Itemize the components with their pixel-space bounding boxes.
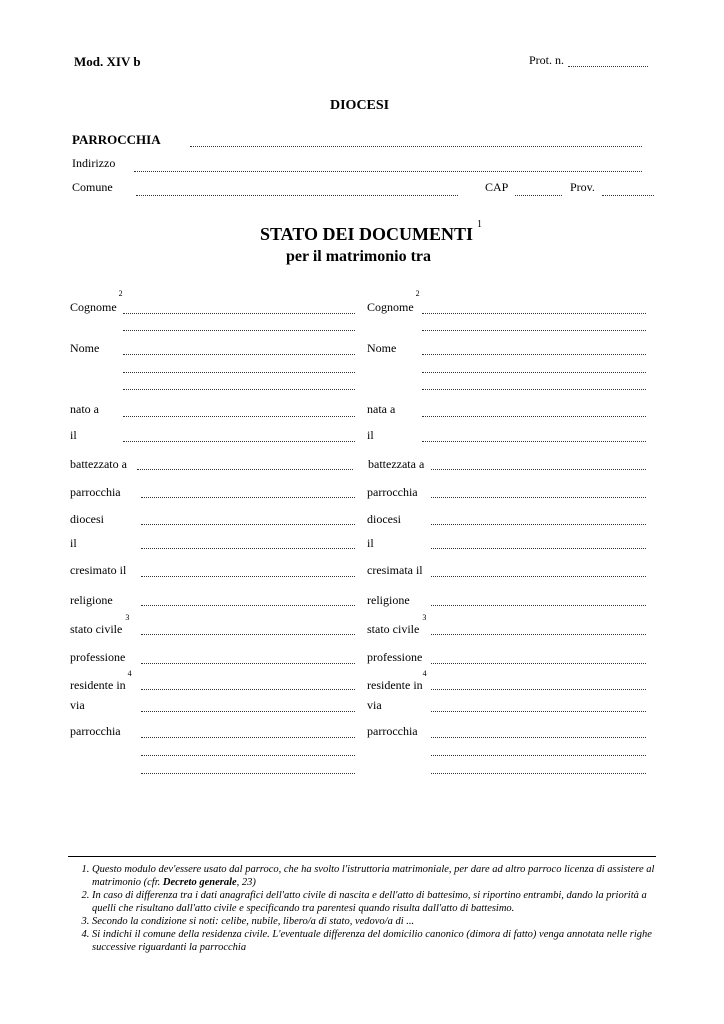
groom-diocese-label: diocesi <box>70 512 104 526</box>
bride-parish2-field-2[interactable] <box>431 755 646 756</box>
groom-name-label: Nome <box>70 341 100 355</box>
groom-street-label: via <box>70 698 85 712</box>
form-title: STATO DEI DOCUMENTI $^1$ <box>260 219 483 244</box>
form-subtitle: per il matrimonio tra <box>286 248 432 265</box>
province-field[interactable] <box>602 195 654 196</box>
groom-surname-field-2[interactable] <box>123 330 355 331</box>
groom-baptized-field[interactable] <box>137 469 353 470</box>
groom-civil-status-field[interactable] <box>141 634 355 635</box>
groom-birthdate-label: il <box>70 428 77 442</box>
bride-surname-field-2[interactable] <box>422 330 646 331</box>
groom-baptized-label: battezzato a <box>70 457 127 471</box>
groom-baptism-date-label: il <box>70 536 77 550</box>
groom-parish2-field-2[interactable] <box>141 755 355 756</box>
groom-name-field-2[interactable] <box>123 372 355 373</box>
groom-parish2-field[interactable] <box>141 737 355 738</box>
bride-civil-status-field[interactable] <box>431 634 646 635</box>
bride-parish-label: parrocchia <box>367 485 418 499</box>
groom-religion-label: religione <box>70 593 113 607</box>
bride-birthdate-label: il <box>367 428 374 442</box>
groom-civil-status-label: stato civile$^3$ <box>70 613 130 636</box>
bride-name-field-2[interactable] <box>422 372 646 373</box>
bride-name-label: Nome <box>367 341 397 355</box>
bride-diocese-label: diocesi <box>367 512 401 526</box>
groom-baptism-date-field[interactable] <box>141 548 355 549</box>
groom-birthdate-field[interactable] <box>123 441 355 442</box>
bride-profession-label: professione <box>367 650 423 664</box>
address-field[interactable] <box>134 171 642 172</box>
groom-born-label: nato a <box>70 402 99 416</box>
bride-baptized-field[interactable] <box>431 469 646 470</box>
groom-confirmed-label: cresimato il <box>70 563 127 577</box>
diocese-label: DIOCESI <box>330 98 390 113</box>
bride-baptism-date-field[interactable] <box>431 548 646 549</box>
municipality-label: Comune <box>72 180 113 194</box>
parish-field[interactable] <box>190 146 642 147</box>
municipality-field[interactable] <box>136 195 458 196</box>
bride-parish2-field[interactable] <box>431 737 646 738</box>
bride-surname-field[interactable] <box>422 313 646 314</box>
bride-name-field[interactable] <box>422 354 646 355</box>
bride-surname-label: Cognome$^2$ <box>367 289 420 314</box>
province-label: Prov. <box>570 180 595 194</box>
groom-profession-field[interactable] <box>141 663 355 664</box>
groom-diocese-field[interactable] <box>141 524 355 525</box>
groom-religion-field[interactable] <box>141 605 355 606</box>
bride-resident-label: residente $in^4$ <box>367 669 427 692</box>
bride-parish-field[interactable] <box>431 497 646 498</box>
address-label: Indirizzo <box>72 156 116 170</box>
groom-surname-label: Cognome$^2$ <box>70 289 123 314</box>
footnote-1: 1. Questo modulo dev'essere usato dal parroco, che ha svolto l'istruttoria matrimoniale, per dare ad altro parroco licenza di assistere al matrimonio (cfr. Decreto generale, 23) <box>92 863 656 889</box>
bride-born-label: nata a <box>367 402 396 416</box>
groom-street-field[interactable] <box>141 711 355 712</box>
groom-born-field[interactable] <box>123 416 355 417</box>
model-code: Mod. XIV b <box>74 54 141 69</box>
bride-profession-field[interactable] <box>431 663 646 664</box>
footnote-4: 4. Si indichi il comune della residenza civile. L'eventuale differenza del domicilio canonico (dimora di fatto) venga annotata nelle righe successive riguardanti la parrocchia <box>92 928 656 954</box>
groom-surname-field[interactable] <box>123 313 355 314</box>
bride-resident-field[interactable] <box>431 689 646 690</box>
bride-street-field[interactable] <box>431 711 646 712</box>
protocol-field[interactable] <box>568 66 648 67</box>
footnote-2: 2. In caso di differenza tra i dati anagrafici dell'atto civile di nascita e dell'atto di battesimo, si riportino entrambi, dando la priorità a quelli che risultano dall'atto civile e specificando tra parentesi quando risulta dall'atto di battesimo. <box>92 889 656 915</box>
bride-parish2-label: parrocchia <box>367 724 418 738</box>
bride-diocese-field[interactable] <box>431 524 646 525</box>
bride-civil-status-label: stato civile$^3$ <box>367 613 427 636</box>
protocol-label: Prot. n. <box>529 53 565 67</box>
groom-parish-label: parrocchia <box>70 485 121 499</box>
groom-parish2-field-3[interactable] <box>141 773 355 774</box>
groom-confirmed-field[interactable] <box>141 576 355 577</box>
groom-name-field[interactable] <box>123 354 355 355</box>
bride-baptism-date-label: il <box>367 536 374 550</box>
bride-confirmed-field[interactable] <box>431 576 646 577</box>
bride-birthdate-field[interactable] <box>422 441 646 442</box>
bride-religion-label: religione <box>367 593 410 607</box>
bride-religion-field[interactable] <box>431 605 646 606</box>
postcode-field[interactable] <box>515 195 562 196</box>
groom-resident-label: residente $in^4$ <box>70 669 132 692</box>
postcode-label: CAP <box>485 180 509 194</box>
groom-parish2-label: parrocchia <box>70 724 121 738</box>
bride-baptized-label: battezzata a <box>368 457 425 471</box>
parish-label: PARROCCHIA <box>72 132 161 147</box>
footnote-3: 3. Secondo la condizione si noti: celibe, nubile, libero/a di stato, vedovo/a di ... <box>92 915 656 928</box>
bride-parish2-field-3[interactable] <box>431 773 646 774</box>
groom-profession-label: professione <box>70 650 126 664</box>
bride-street-label: via <box>367 698 382 712</box>
groom-parish-field[interactable] <box>141 497 355 498</box>
bride-confirmed-label: cresimata il <box>367 563 423 577</box>
bride-born-field[interactable] <box>422 416 646 417</box>
footnotes <box>68 856 656 954</box>
groom-resident-field[interactable] <box>141 689 355 690</box>
bride-name-field-3[interactable] <box>422 389 646 390</box>
groom-name-field-3[interactable] <box>123 389 355 390</box>
